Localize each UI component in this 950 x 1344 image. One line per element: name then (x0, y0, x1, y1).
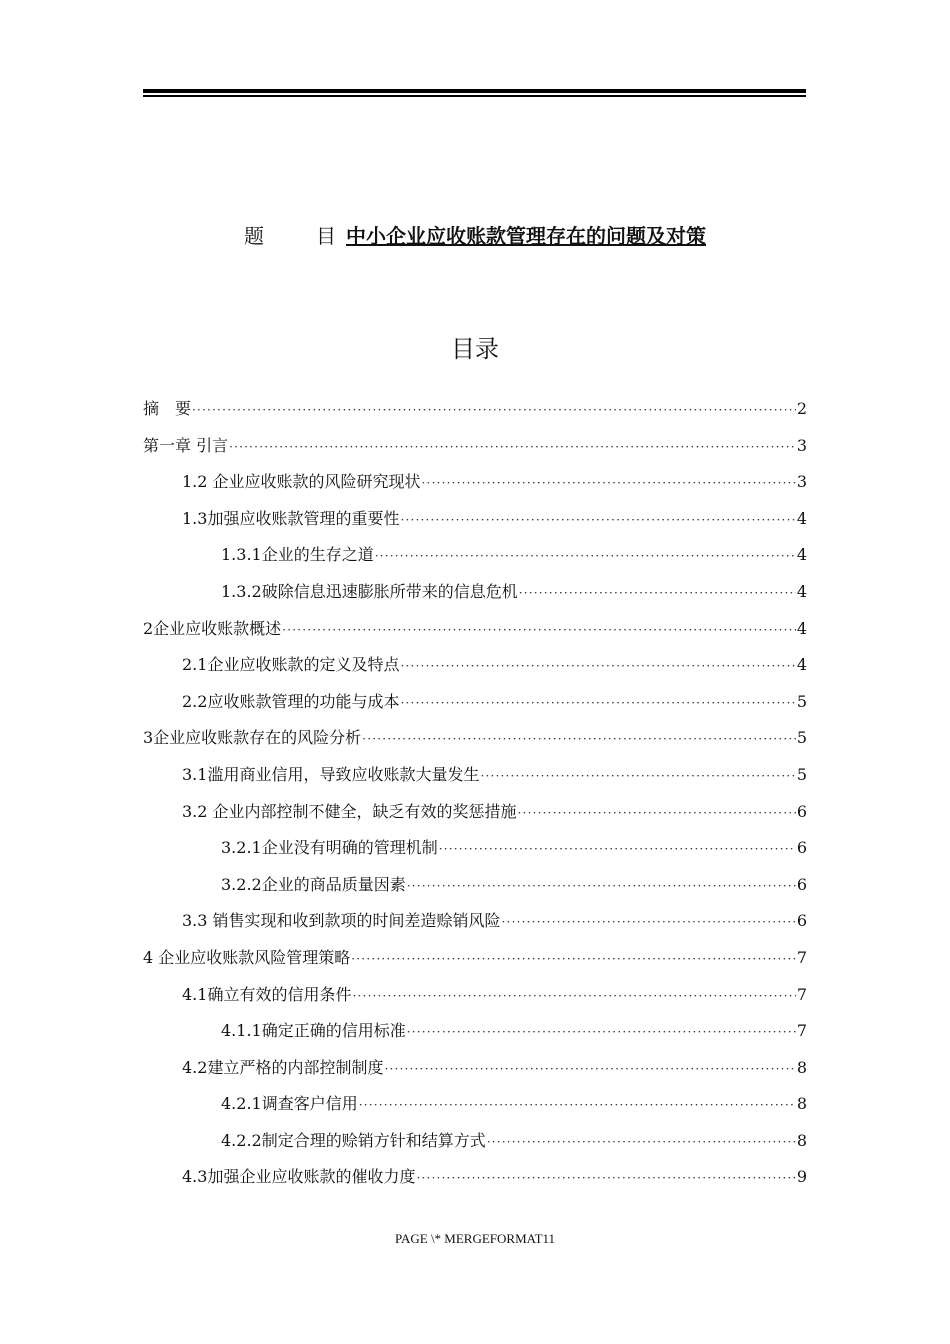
toc-entry-page: 6 (796, 801, 807, 821)
toc-dot-leader (400, 653, 795, 679)
toc-entry-label: 3.2.2企业的商品质量因素 (221, 874, 406, 894)
toc-entry-page: 3 (796, 472, 807, 492)
toc-entry-label: 4 企业应收账款风险管理策略 (143, 947, 351, 967)
toc-entry-label: 4.1确立有效的信用条件 (182, 984, 352, 1004)
toc-dot-leader (416, 1165, 795, 1191)
toc-entry[interactable] (143, 579, 807, 616)
toc-dot-leader (352, 983, 795, 1009)
toc-entry-page: 5 (796, 764, 807, 784)
toc-dot-leader (384, 1056, 795, 1082)
toc-entry[interactable] (143, 945, 807, 982)
toc-entry-page: 7 (796, 984, 807, 1004)
toc-entry-label: 1.3加强应收账款管理的重要性 (182, 508, 400, 528)
toc-entry-label: 2企业应收账款概述 (143, 618, 282, 638)
toc-entry-label: 2.2应收账款管理的功能与成本 (182, 691, 400, 711)
toc-entry-page: 4 (796, 545, 807, 565)
toc-dot-leader (407, 1019, 796, 1045)
toc-heading: 目录 (451, 335, 499, 363)
toc-entry[interactable] (143, 433, 807, 470)
toc-entry-page: 7 (796, 1021, 807, 1041)
toc-entry-page: 7 (796, 947, 807, 967)
toc-entry[interactable] (143, 396, 807, 433)
toc-entry-label: 4.3加强企业应收账款的催收力度 (182, 1167, 416, 1187)
table-of-contents (143, 396, 807, 1201)
toc-dot-leader (502, 909, 796, 935)
toc-entry[interactable] (143, 1091, 807, 1128)
toc-entry-label: 2.1企业应收账款的定义及特点 (182, 655, 400, 675)
toc-dot-leader (487, 1129, 796, 1155)
toc-entry-label: 第一章 引言 (143, 435, 229, 455)
title-label-right: 目 (316, 224, 336, 248)
toc-dot-leader (192, 397, 796, 423)
header-rule-thin (143, 95, 806, 97)
toc-entry-label: 1.3.1企业的生存之道 (221, 545, 374, 565)
toc-dot-leader (480, 763, 795, 789)
toc-entry-page: 6 (796, 874, 807, 894)
toc-entry[interactable] (143, 616, 807, 653)
toc-entry[interactable] (143, 1164, 807, 1201)
toc-entry-label: 3.2.1企业没有明确的管理机制 (221, 838, 438, 858)
toc-entry[interactable] (143, 725, 807, 762)
toc-entry[interactable] (143, 1018, 807, 1055)
title-label-left: 题 (244, 224, 264, 248)
toc-entry-page: 6 (796, 838, 807, 858)
toc-dot-leader (362, 726, 796, 752)
toc-dot-leader (282, 617, 796, 643)
title-line (0, 222, 950, 250)
toc-entry-label: 4.2建立严格的内部控制制度 (182, 1057, 384, 1077)
toc-entry[interactable] (143, 835, 807, 872)
toc-dot-leader (375, 543, 796, 569)
toc-entry[interactable] (143, 982, 807, 1019)
toc-entry-page: 6 (796, 911, 807, 931)
toc-entry-page: 8 (796, 1094, 807, 1114)
toc-dot-leader (519, 580, 796, 606)
toc-entry-page: 4 (796, 618, 807, 638)
toc-entry[interactable] (143, 469, 807, 506)
toc-dot-leader (518, 800, 796, 826)
toc-entry-label: 4.2.1调查客户信用 (221, 1094, 358, 1114)
toc-entry-label: 4.1.1确定正确的信用标准 (221, 1021, 406, 1041)
toc-entry[interactable] (143, 799, 807, 836)
toc-entry[interactable] (143, 1128, 807, 1165)
toc-entry-label: 4.2.2制定合理的赊销方针和结算方式 (221, 1130, 486, 1150)
toc-entry-label: 3.2 企业内部控制不健全，缺乏有效的奖惩措施 (182, 801, 517, 821)
toc-dot-leader (359, 1092, 796, 1118)
toc-dot-leader (422, 470, 796, 496)
toc-entry-page: 2 (796, 399, 807, 418)
toc-entry-label: 3.3 销售实现和收到款项的时间差造赊销风险 (182, 911, 501, 931)
toc-entry[interactable] (143, 1055, 807, 1092)
toc-entry-page: 4 (796, 508, 807, 528)
toc-entry-label: 1.3.2破除信息迅速膨胀所带来的信息危机 (221, 581, 518, 601)
toc-entry[interactable] (143, 506, 807, 543)
toc-entry-page: 8 (796, 1057, 807, 1077)
toc-entry-label: 3企业应收账款存在的风险分析 (143, 728, 362, 748)
header-rule-thick (143, 89, 806, 93)
page-footer: PAGE \* MERGEFORMAT11 (394, 1231, 556, 1246)
toc-entry-page: 9 (796, 1167, 807, 1187)
toc-entry-label: 摘 要 (143, 399, 192, 418)
toc-dot-leader (400, 690, 795, 716)
toc-dot-leader (351, 946, 796, 972)
toc-dot-leader (407, 873, 796, 899)
toc-entry-page: 5 (796, 691, 807, 711)
toc-entry[interactable] (143, 689, 807, 726)
toc-dot-leader (400, 507, 795, 533)
document-title: 中小企业应收账款管理存在的问题及对策 (346, 224, 706, 248)
toc-entry-page: 3 (796, 435, 807, 455)
toc-dot-leader (229, 434, 796, 460)
toc-entry-page: 8 (796, 1130, 807, 1150)
toc-entry-label: 3.1滥用商业信用，导致应收账款大量发生 (182, 764, 480, 784)
toc-entry[interactable] (143, 542, 807, 579)
toc-entry[interactable] (143, 908, 807, 945)
toc-entry[interactable] (143, 872, 807, 909)
toc-entry-label: 1.2 企业应收账款的风险研究现状 (182, 472, 421, 492)
toc-entry-page: 4 (796, 655, 807, 675)
toc-dot-leader (439, 836, 796, 862)
toc-entry[interactable] (143, 762, 807, 799)
toc-entry-page: 4 (796, 581, 807, 601)
toc-entry[interactable] (143, 652, 807, 689)
toc-entry-page: 5 (796, 728, 807, 748)
